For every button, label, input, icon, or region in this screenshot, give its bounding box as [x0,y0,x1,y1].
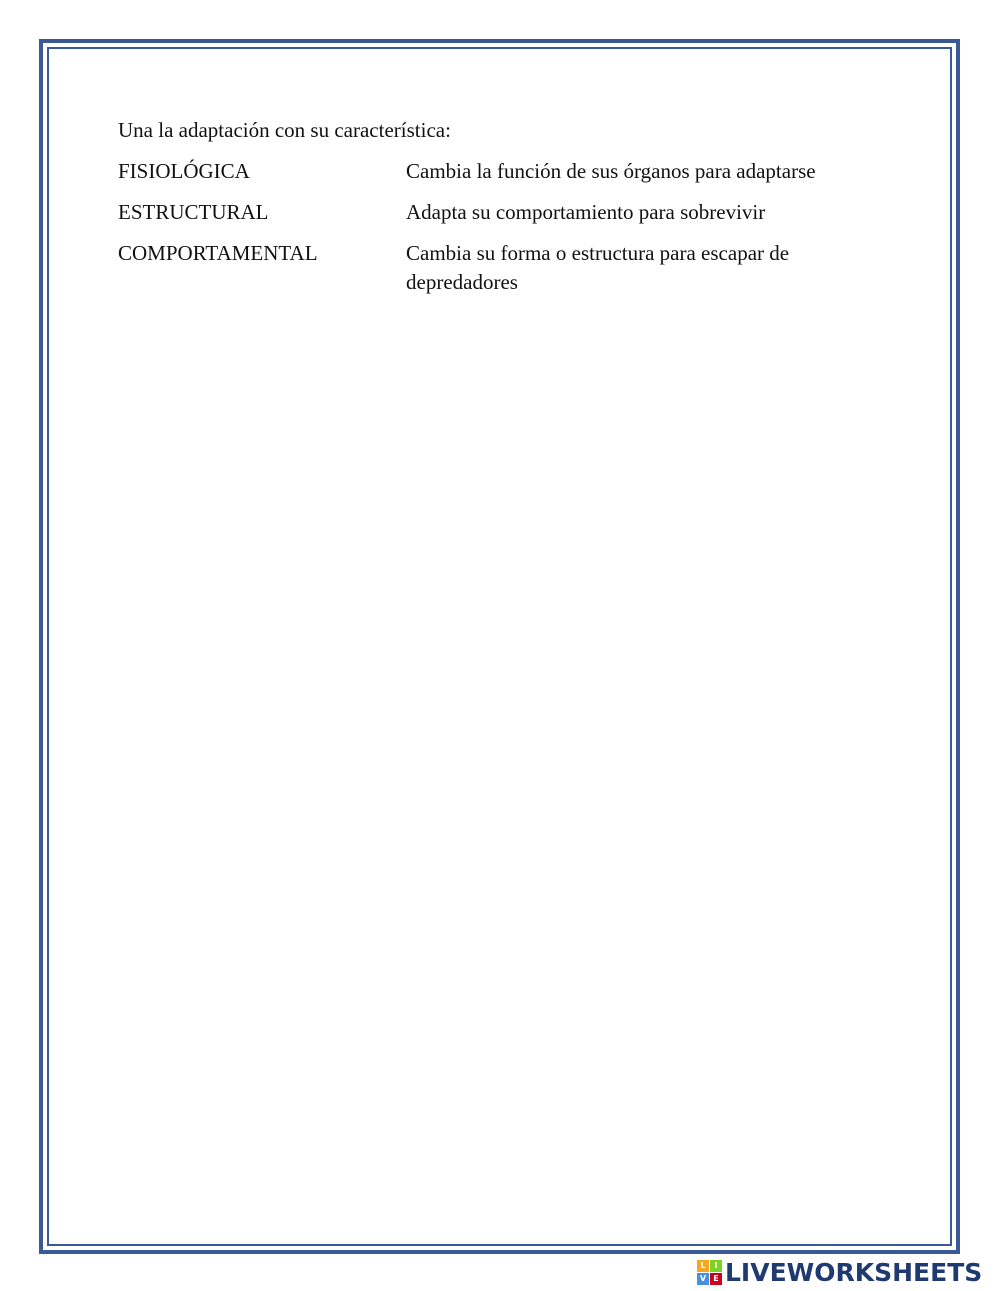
brand-text: LIVEWORKSHEETS [725,1257,983,1287]
instruction-text: Una la adaptación con su característica: [118,118,451,142]
logo-letter-v: V [697,1273,709,1285]
worksheet-content [118,116,878,309]
logo-letter-i: I [710,1260,722,1272]
match-row-3 [118,239,878,297]
match-row-2 [118,198,878,227]
term-estructural[interactable]: ESTRUCTURAL [118,200,269,224]
description-1[interactable]: Cambia la función de sus órganos para adaptarse [406,159,816,183]
term-fisiologica[interactable]: FISIOLÓGICA [118,159,250,183]
description-2[interactable]: Adapta su comportamiento para sobrevivir [406,200,766,224]
logo-letter-e: E [710,1273,722,1285]
description-3[interactable]: Cambia su forma o estructura para escapar de depredadores [406,241,790,294]
match-row-1 [118,157,878,186]
liveworksheets-brand [697,1257,982,1287]
term-comportamental[interactable]: COMPORTAMENTAL [118,241,318,265]
liveworksheets-logo-icon [697,1260,722,1285]
logo-letter-l: L [697,1260,709,1272]
